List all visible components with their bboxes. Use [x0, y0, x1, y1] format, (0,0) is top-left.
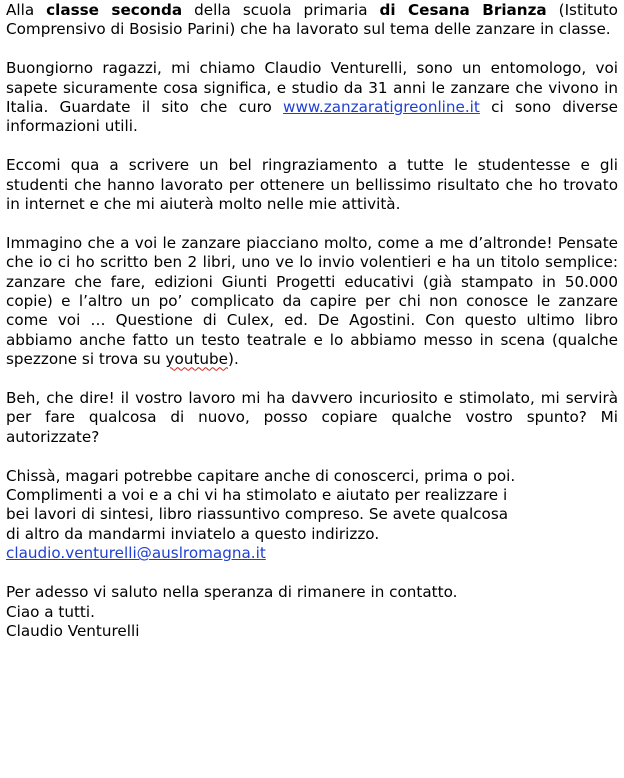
work-text: Beh, che dire! il vostro lavoro mi ha davvero incuriosito e stimolato, mi servirà per fare qualcosa di nuovo, posso copiare qualche vostro spunto? Mi autorizzate? [6, 389, 618, 446]
thanks-paragraph [6, 156, 618, 214]
books-text: Immagino che a voi le zanzare piacciano molto, come a me d’altronde! Pensate che io ci ho scritto ben 2 libri, uno ve lo invio volentieri e ha un titolo semplice: zanzare che fare, edizioni Giunti Progetti educativi (già stampato in 50.000 copie) e l’altro un po’ complicato da capire per chi non conosce le zanzare come voi … Questione di Culex, ed. De Agostini. Con questo ultimo libro abbiamo anche fatto un testo teatrale e lo abbiamo messo in scena (qualche spezzone si trova su [6, 233, 618, 369]
contact-line-3: bei lavori di sintesi, libro riassuntivo compreso. Se avete qualcosa [6, 505, 509, 524]
work-paragraph [6, 389, 618, 447]
school-name-bold: di Cesana Brianza [379, 1, 547, 19]
closing-line-2: Ciao a tutti. [6, 602, 95, 621]
signature: Claudio Venturelli [6, 621, 140, 640]
contact-paragraph [6, 467, 618, 564]
thanks-text: Eccomi qua a scrivere un bel ringraziamento a tutte le studentesse e gli studenti che hanno lavorato per ottenere un bellissimo risultato che ho trovato in internet e che mi aiuterà molto nelle mie attività. [6, 156, 618, 214]
contact-line-4: di altro da mandarmi inviatelo a questo indirizzo. [6, 524, 380, 543]
spellcheck-word-youtube: youtube [165, 350, 229, 369]
books-paragraph [6, 234, 618, 370]
greeting-paragraph [6, 59, 618, 137]
class-name-bold: classe seconda [46, 1, 183, 19]
website-link[interactable]: www.zanzaratigreonline.it [283, 98, 480, 117]
contact-line-2: Complimenti a voi e a chi vi ha stimolato e aiutato per realizzare i [6, 486, 508, 505]
closing-line-1: Per adesso vi saluto nella speranza di rimanere in contatto. [6, 583, 458, 602]
email-link[interactable]: claudio.venturelli@auslromagna.it [6, 544, 266, 563]
contact-line-1: Chissà, magari potrebbe capitare anche di conoscerci, prima o poi. [6, 466, 516, 485]
intro-text-2: della scuola primaria [182, 1, 380, 19]
closing-paragraph [6, 583, 618, 641]
intro-text-1: Alla [6, 1, 47, 19]
greeting-text: Buongiorno ragazzi, mi chiamo Claudio Venturelli, sono un entomologo, voi sapete sicuramente cosa significa, e studio da 31 anni le zanzare che vivono in Italia. Guardate il sito che curo [6, 59, 618, 117]
greeting-text-end: ci sono diverse informazioni utili. [6, 98, 618, 136]
intro-paragraph [6, 1, 618, 40]
intro-text-3: (Istituto Comprensivo di Bosisio Parini) che ha lavorato sul tema delle zanzare in classe. [6, 1, 618, 39]
books-text-end: ). [228, 350, 239, 369]
